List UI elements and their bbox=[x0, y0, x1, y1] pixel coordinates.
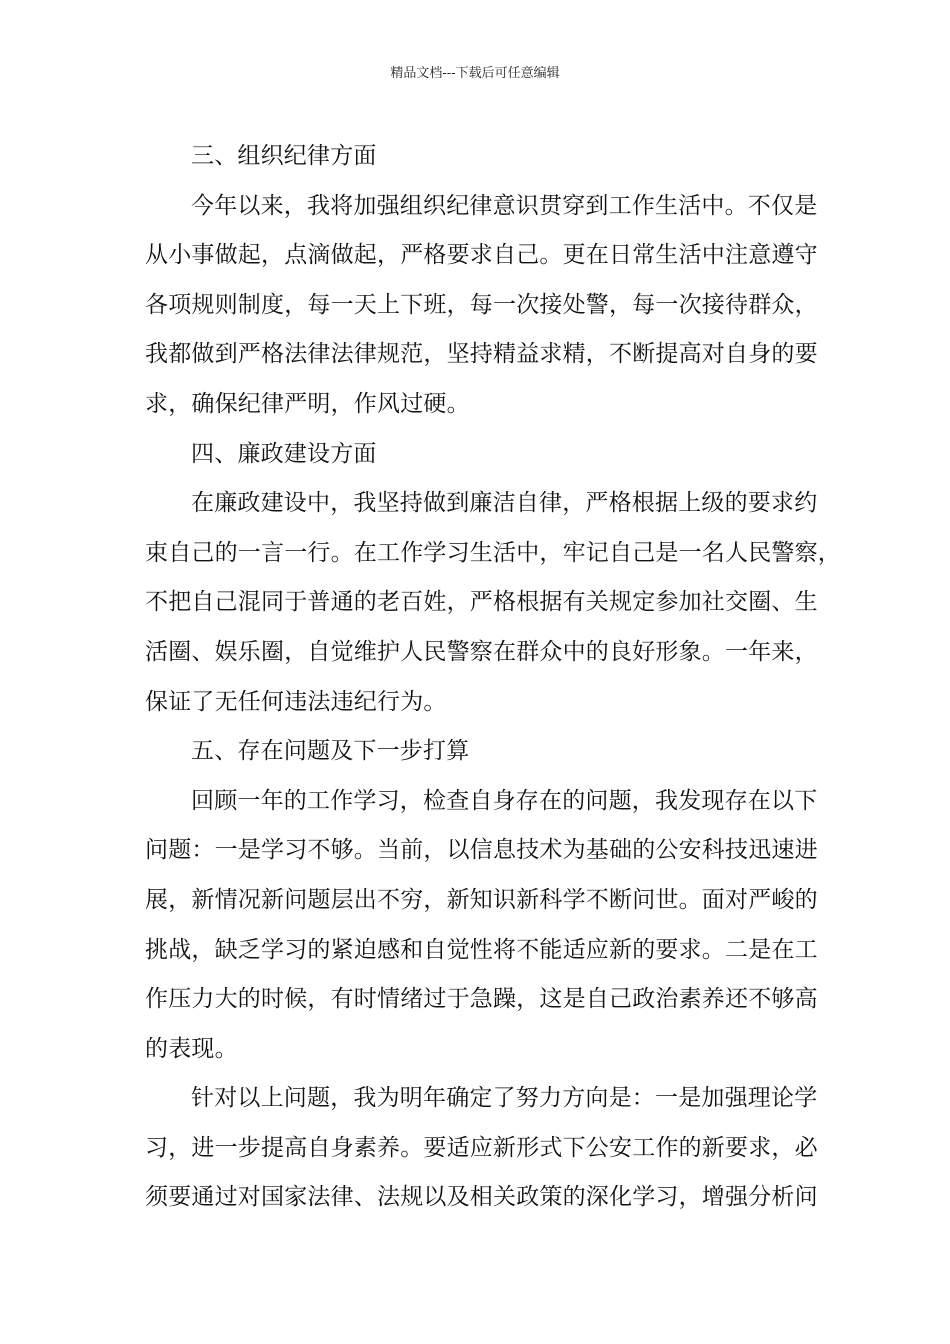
text-line: 针对以上问题，我为明年确定了努力方向是：一是加强理论学 bbox=[191, 1085, 818, 1112]
text-line: 不把自己混同于普通的老百姓，严格根据有关规定参加社交圈、生 bbox=[145, 589, 818, 616]
text-line: 习，进一步提高自身素养。要适应新形式下公安工作的新要求，必 bbox=[145, 1134, 818, 1161]
text-line: 的表现。 bbox=[145, 1035, 238, 1062]
text-line: 须要通过对国家法律、法规以及相关政策的深化学习，增强分析问 bbox=[145, 1184, 818, 1211]
text-line: 我都做到严格法律法律规范，坚持精益求精，不断提高对自身的要 bbox=[145, 341, 818, 368]
text-line: 四、廉政建设方面 bbox=[191, 440, 377, 467]
text-line: 求，确保纪律严明，作风过硬。 bbox=[145, 390, 470, 417]
text-line: 束自己的一言一行。在工作学习生活中，牢记自己是一名人民警察， bbox=[145, 539, 841, 566]
text-line: 保证了无任何违法违纪行为。 bbox=[145, 688, 447, 715]
text-line: 作压力大的时候，有时情绪过于急躁，这是自己政治素养还不够高 bbox=[145, 986, 818, 1013]
text-line: 各项规则制度，每一天上下班，每一次接处警，每一次接待群众， bbox=[145, 291, 818, 318]
text-line: 在廉政建设中，我坚持做到廉洁自律，严格根据上级的要求约 bbox=[191, 490, 818, 517]
page-header: 精品文档---下载后可任意编辑 bbox=[390, 66, 560, 81]
document-body bbox=[145, 132, 841, 1223]
text-line: 挑战，缺乏学习的紧迫感和自觉性将不能适应新的要求。二是在工 bbox=[145, 936, 818, 963]
text-line: 今年以来，我将加强组织纪律意识贯穿到工作生活中。不仅是 bbox=[191, 192, 818, 219]
text-line: 从小事做起，点滴做起，严格要求自己。更在日常生活中注意遵守 bbox=[145, 242, 818, 269]
text-line: 活圈、娱乐圈，自觉维护人民警察在群众中的良好形象。一年来， bbox=[145, 638, 818, 665]
text-line: 三、组织纪律方面 bbox=[191, 143, 377, 169]
text-line: 五、存在问题及下一步打算 bbox=[191, 738, 470, 765]
text-line: 回顾一年的工作学习，检查自身存在的问题，我发现存在以下 bbox=[191, 787, 818, 814]
text-line: 问题：一是学习不够。当前，以信息技术为基础的公安科技迅速进 bbox=[145, 837, 818, 864]
text-line: 展，新情况新问题层出不穷，新知识新科学不断问世。面对严峻的 bbox=[145, 886, 818, 913]
